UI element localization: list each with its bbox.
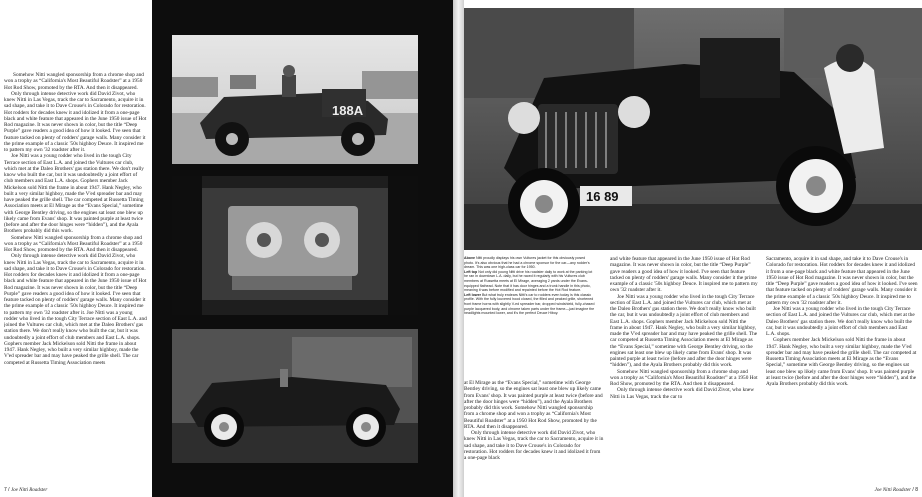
photo-driver-with-roadster	[464, 8, 922, 250]
photo-side-profile	[172, 329, 418, 463]
left-page	[0, 0, 453, 497]
caption-left-lower: Left lower But what truly endears Nitti's car to rodders even today is this classic profile. With the fully louvered hood closed, the filled and peaked grille, shortened front frame horns with slightly V-ed spreader bar, dropped windshield, fully-chased purple lacquered body, and chrome taken parts under the frame—just imagine the headlights mounted lower, and it's the perfect Deuce Hiboy.	[464, 292, 595, 316]
paragraph: Joe Nitti was a young rodder who lived in the tough City Terrace section of East L.A. and joined the Vultures car club, which met at the Daleo Brothers' gas station there. We don't really know who built the car, but it was undoubtedly a joint effort of club members and East L.A. shops.	[766, 306, 915, 337]
right-text-column-1	[464, 380, 604, 488]
paragraph: Joe Nitti was a young rodder who lived in the tough City Terrace section of East L.A. and joined the Vultures car club, which met at the Daleo Brothers' gas station there. We don't really know who built the car, but it was undoubtedly a joint effort of club members and East L.A. shops. Gophers member Jack Mickelson sold Nitti the frame in about 1947. Hank Negley, who built a very similar highboy, made the V'ed spreader bar and may have peaked the grille shell. The car competed at Russetta Timing Association meets at El Mirage as the “Evans Special,” sometime with George Bentley driving, so the engines sat least one blew up likely came from Evans' shop. It was painted purple at least twice (before and after the door hinges were “hidden”), and the Ayala Brothers probably did this work.	[4, 153, 144, 235]
right-folio: Joe Nitti Roadster / 8	[874, 487, 918, 493]
right-page	[464, 0, 922, 497]
caption-above: Above Nitti proudly displays his own Vultures jacket for this obviously posed photo. It's also obvious that he had a chrome sponsor for the car—any rodder's dream. This was one high-class car for 1950.	[464, 256, 590, 270]
paragraph: Only through intense detective work did David Zivot, who knew Nitti in Las Vegas, track the car to	[610, 387, 755, 400]
paragraph: Somehow Nitti wangled sponsorship from a chrome shop and won a trophy as “California's Most Beautiful Roadster” at a 1950 Hot Rod Show, promoted by the RTA. And then it disappeared.	[610, 368, 758, 387]
photo-captions	[464, 256, 596, 376]
running-title: Joe Nitti Roadster	[874, 488, 912, 493]
spine-gutter	[453, 0, 464, 497]
license-plate-text: 16 89	[586, 189, 619, 204]
paragraph: and white feature that appeared in the June 1950 issue of Hot Rod magazine. It was never shown in color, but the title “Deep Purple” gave readers a good idea of how it looked. I've seen that feature tacked on plenty of rodders' garage walls. Many consider it the prime example of a classic '50s highboy Deuce. It inspired me to pattern my own '32 roadster after it.	[610, 256, 758, 294]
page-number: 8	[915, 487, 918, 493]
paragraph: Only through intense detective work did David Zivot, who knew Nitti in Las Vegas, track the car to Sacramento, acquire it in sad shape, and take it to Dave Crouse's in Colorado for restoration. Hot rodders for decades knew it and idolized it from a one-page black	[464, 430, 604, 461]
page-number: 7	[4, 487, 7, 493]
right-text-column-3	[766, 256, 918, 488]
paragraph: at El Mirage as the “Evans Special,” sometime with George Bentley driving, so the engines sat least one blew up likely came from Evans' shop. It was painted purple at least twice (before and after the door hinges were “hidden”), and the Ayala Brothers probably did this work. Somehow Nitti wangled sponsorship from a chrome shop and won a trophy as “California's Most Beautiful Roadster” at a 1950 Hot Rod Show, promoted by the RTA. And then it disappeared.	[464, 380, 603, 430]
paragraph: Gophers member Jack Mickelson sold Nitti the frame in about 1947. Hank Negley, who built a very similar highboy, made the V'ed spreader bar and may have peaked the grille shell. The car competed at Russetta Timing Association meets at El Mirage as the “Evans Special,” sometime with George Bentley driving, so the engines sat least one blew up likely came from Evans' shop. It was painted purple at least twice (before and after the door hinges were “hidden”), and the Ayala Brothers probably did this work.	[766, 337, 917, 387]
photo-engine-closeup	[172, 176, 418, 315]
paragraph: Somehow Nitti wangled sponsorship from a chrome shop and won a trophy as “California's Most Beautiful Roadster” at a 1950 Hot Rod Show, promoted by the RTA. And then it disappeared.	[4, 234, 143, 253]
right-text-column-2	[610, 256, 758, 488]
caption-left-top: Left top Not only did young Nitti drive his roadster daily to work at the parking lot he ran in downtown L.A. daily, but he raced it regularly with his Vultures club members at Russetta meets at El Mirage, averaging 2 yards under the Evans-equipped flathead. Note that it has door hinges and a trunk handle in this photo, meaning it was before modified and repainted before the Hot Rod feature.	[464, 269, 593, 293]
paragraph: Sacramento, acquire it in sad shape, and take it to Dave Crouse's in Colorado for restoration. Hot rodders for decades knew it and idolized it from a one-page black and white feature that appeared in the June 1950 issue of Hot Rod magazine. It was never shown in color, but the title “Deep Purple” gave readers a good idea of how it looked. I've seen that feature tacked on plenty of rodders' garage walls. Many consider it the prime example of a classic '50s highboy Deuce. It inspired me to pattern my own '32 roadster after it.	[766, 256, 918, 306]
paragraph: Somehow Nitti wangled sponsorship from a chrome shop and won a trophy as “California's Most Beautiful Roadster” at a 1950 Hot Rod Show, promoted by the RTA. And then it disappeared.	[4, 72, 144, 91]
paragraph: Only through intense detective work did David Zivot, who knew Nitti in Las Vegas, track the car to Sacramento, acquire it in sad shape, and take it to Dave Crouse's in Colorado for restoration. Hot rodders for decades knew it and idolized it from a one-page black and white feature that appeared in the June 1950 issue of Hot Rod magazine. It was never shown in color, but the title “Deep Purple” gave readers a good idea of how it looked. I've seen that feature tacked on plenty of rodders' garage walls. Many consider it the prime example of a classic '50s highboy Deuce. It inspired me to pattern my own '32 roadster after it. Joe Nitti was a young rodder who lived in the tough City Terrace section of East L.A. and joined the Vultures car club, which met at the Daleo Brothers' gas station there. We don't really know who built the car, but it was undoubtedly a joint effort of club members and East L.A. shops. Gophers member Jack Mickelson sold Nitti the frame in about 1947. Hank Negley, who built a very similar highboy, made the V'ed spreader bar and may have peaked the grille shell. The car competed at Russetta Timing Association meets	[4, 253, 147, 366]
running-title: Joe Nitti Roadster	[10, 488, 48, 493]
photo-race-roadster	[172, 35, 418, 164]
car-number-text: 188A	[332, 103, 364, 118]
paragraph: Only through intense detective work did David Zivot, who knew Nitti in Las Vegas, track the car to Sacramento, acquire it in sad shape, and take it to Dave Crouse's in Colorado for restoration. Hot rodders for decades knew it and idolized it from a one-page black and white feature that appeared in the June 1950 issue of Hot Rod magazine. It was never shown in color, but the title “Deep Purple” gave readers a good idea of how it looked. I've seen that feature tacked on plenty of rodders' garage walls. Many consider it the prime example of a classic '50s highboy Deuce. It inspired me to pattern my own '32 roadster after it.	[4, 90, 147, 153]
left-text-column	[4, 72, 147, 490]
left-folio: 7 / Joe Nitti Roadster	[4, 487, 48, 493]
paragraph: Joe Nitti was a young rodder who lived in the tough City Terrace section of East L.A. and joined the Vultures car club, which met at the Daleo Brothers' gas station there. We don't really know who built the car, but it was undoubtedly a joint effort of club members and East L.A. shops. Gophers member Jack Mickelson sold Nitti the frame in about 1947. Hank Negley, who built a very similar highboy, made the V'ed spreader bar and may have peaked the grille shell. The car competed at Russetta Timing Association meets at El Mirage as the “Evans Special,” sometime with George Bentley driving, so the engines sat least one blew up likely came from Evans' shop. It was painted purple at least twice (before and after the door hinges were “hidden”), and the Ayala Brothers probably did this work.	[610, 293, 758, 369]
